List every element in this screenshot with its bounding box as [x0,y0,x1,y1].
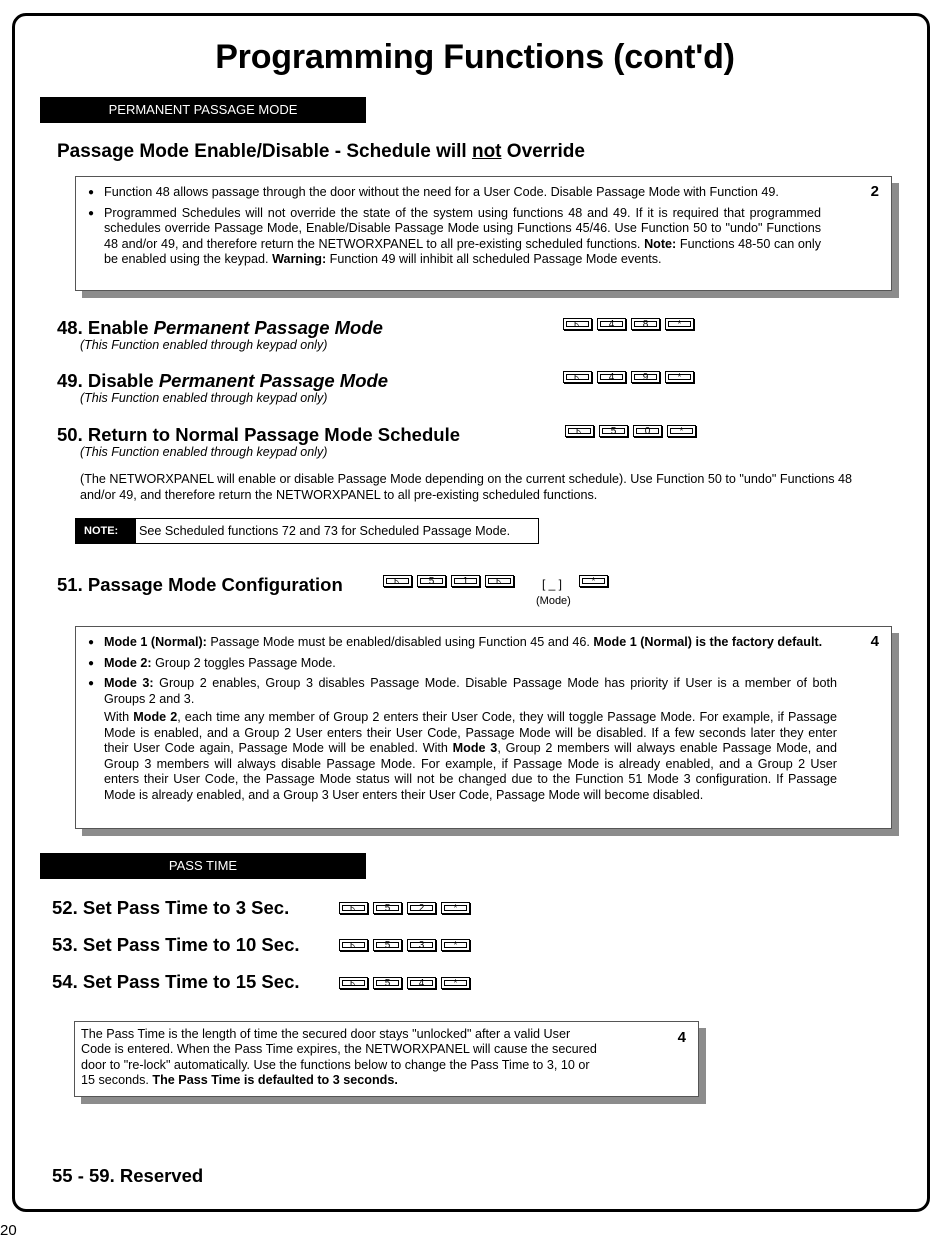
fn49-keys [563,371,694,383]
mode-badge: 4 [870,633,879,650]
section-bar-permanent-passage: PERMANENT PASSAGE MODE [40,97,366,123]
pass-badge: 4 [677,1029,686,1046]
key-star: * [579,575,608,587]
bullet-mode-3: ● Mode 3: Group 2 enables, Group 3 disables Passage Mode. Disable Passage Mode has priority if User is a member of both Groups 2 and 3. [76,676,837,707]
key-star: * [441,902,470,914]
key-4: 4 [407,977,436,989]
fn48-keys [563,318,694,330]
passage-mode-heading: Passage Mode Enable/Disable - Schedule will not Override [57,141,585,162]
fn51-end-key [579,575,608,587]
fn53-title: 53. Set Pass Time to 10 Sec. [52,934,300,955]
fn52-keys [339,902,470,914]
key-2: 2 [407,902,436,914]
fn48-title: 48. Enable Permanent Passage Mode [57,317,383,338]
passage-info-box [75,176,892,291]
bullet-mode-2: ● Mode 2: Group 2 toggles Passage Mode. [76,656,837,672]
key-5: 5 [373,977,402,989]
mode-placeholder: [ _ ] [542,577,563,591]
fn53-keys [339,939,470,951]
key-4: 4 [597,371,626,383]
bullet-schedules: ● Programmed Schedules will not override the state of the system using functions 48 and 49. If it is required that programmed schedules override Passage Mode, Enable/Disable Passage Mode using Functions 45/46. Use Function 50 to "undo" Functions 48 and/or 49, and therefore return the NETWORXPANEL to all pre-existing scheduled functions. Note: Functions 48-50 can only be enabled using the keypad. Warning: Function 49 will inhibit all scheduled Passage Mode events. [76,206,821,268]
info-badge: 2 [870,183,879,200]
fn50-keys [565,425,696,437]
fn49-subtitle: (This Function enabled through keypad only) [80,391,328,405]
key-enter: ⊾ [339,939,368,951]
fn51-title: 51. Passage Mode Configuration [57,574,343,595]
bullet-function-48: ● Function 48 allows passage through the door without the need for a User Code. Disable Passage Mode with Function 49. [76,185,821,201]
mode-label: (Mode) [536,595,571,607]
fn54-title: 54. Set Pass Time to 15 Sec. [52,971,300,992]
note-text: See Scheduled functions 72 and 73 for Scheduled Passage Mode. [139,524,511,538]
key-star: * [441,977,470,989]
fn49-title: 49. Disable Permanent Passage Mode [57,370,389,391]
key-star: * [667,425,696,437]
key-3: 3 [407,939,436,951]
key-5: 5 [599,425,628,437]
key-4: 4 [597,318,626,330]
section-bar-pass-time: PASS TIME [40,853,366,879]
fn52-title: 52. Set Pass Time to 3 Sec. [52,897,290,918]
bullet-mode-1: ● Mode 1 (Normal): Passage Mode must be enabled/disabled using Function 45 and 46. Mode 1 (Normal) is the factory default. [76,635,837,651]
key-1: 1 [451,575,480,587]
key-enter: ⊾ [563,318,592,330]
key-enter: ⊾ [339,902,368,914]
fn48-subtitle: (This Function enabled through keypad only) [80,338,328,352]
key-enter: ⊾ [383,575,412,587]
fn51-keys [383,575,514,587]
pass-time-box [74,1021,699,1097]
note-box [75,518,539,544]
page-title: Programming Functions (cont'd) [215,38,735,76]
key-5: 5 [417,575,446,587]
key-8: 8 [631,318,660,330]
pass-time-text: The Pass Time is the length of time the secured door stays "unlocked" after a valid User Code is entered. When the Pass Time expires, the NETWORXPANEL will cause the secured door to "re-lock" automatically. Use the functions below to change the Pass Time to 3, 10 or 15 seconds. The Pass Time is defaulted to 3 seconds. [81,1027,597,1087]
fn54-keys [339,977,470,989]
key-enter: ⊾ [563,371,592,383]
note-tag: NOTE: [76,519,136,543]
page-number: 20 [0,1222,17,1239]
key-0: 0 [633,425,662,437]
fn50-subtitle: (This Function enabled through keypad only) [80,445,328,459]
fn50-title: 50. Return to Normal Passage Mode Schedule [57,424,460,445]
key-enter: ⊾ [339,977,368,989]
key-enter: ⊾ [565,425,594,437]
key-star: * [665,371,694,383]
key-star: * [665,318,694,330]
mode-explanation: With Mode 2, each time any member of Group 2 enters their User Code, they will toggle Passage Mode. For example, if Passage Mode is enabled, and a Group 2 User enters their User Code, Passage Mode will be disabled. If a few seconds later they enter their User Code again, Passage Mode will be enabled. With Mode 3, Group 2 members will always enable Passage Mode, and Group 3 members will always disable Passage Mode. For example, if Passage Mode is already enabled, and a Group 2 User enters their User Code, the Passage Mode status will not be changed due to the Function 51 Mode 3 configuration. If Passage Mode is already enabled, and a Group 3 User enters their User Code, Passage Mode will become disabled. [104,710,837,802]
key-5: 5 [373,939,402,951]
fn50-paragraph: (The NETWORXPANEL will enable or disable Passage Mode depending on the current schedule). Use Function 50 to "undo" Functions 48 and/or 49, and therefore return the NETWORXPANEL to all pre-existing scheduled functions. [80,472,852,502]
reserved-functions: 55 - 59. Reserved [52,1165,204,1186]
key-9: 9 [631,371,660,383]
mode-config-box [75,626,892,829]
key-enter: ⊾ [485,575,514,587]
key-5: 5 [373,902,402,914]
key-star: * [441,939,470,951]
